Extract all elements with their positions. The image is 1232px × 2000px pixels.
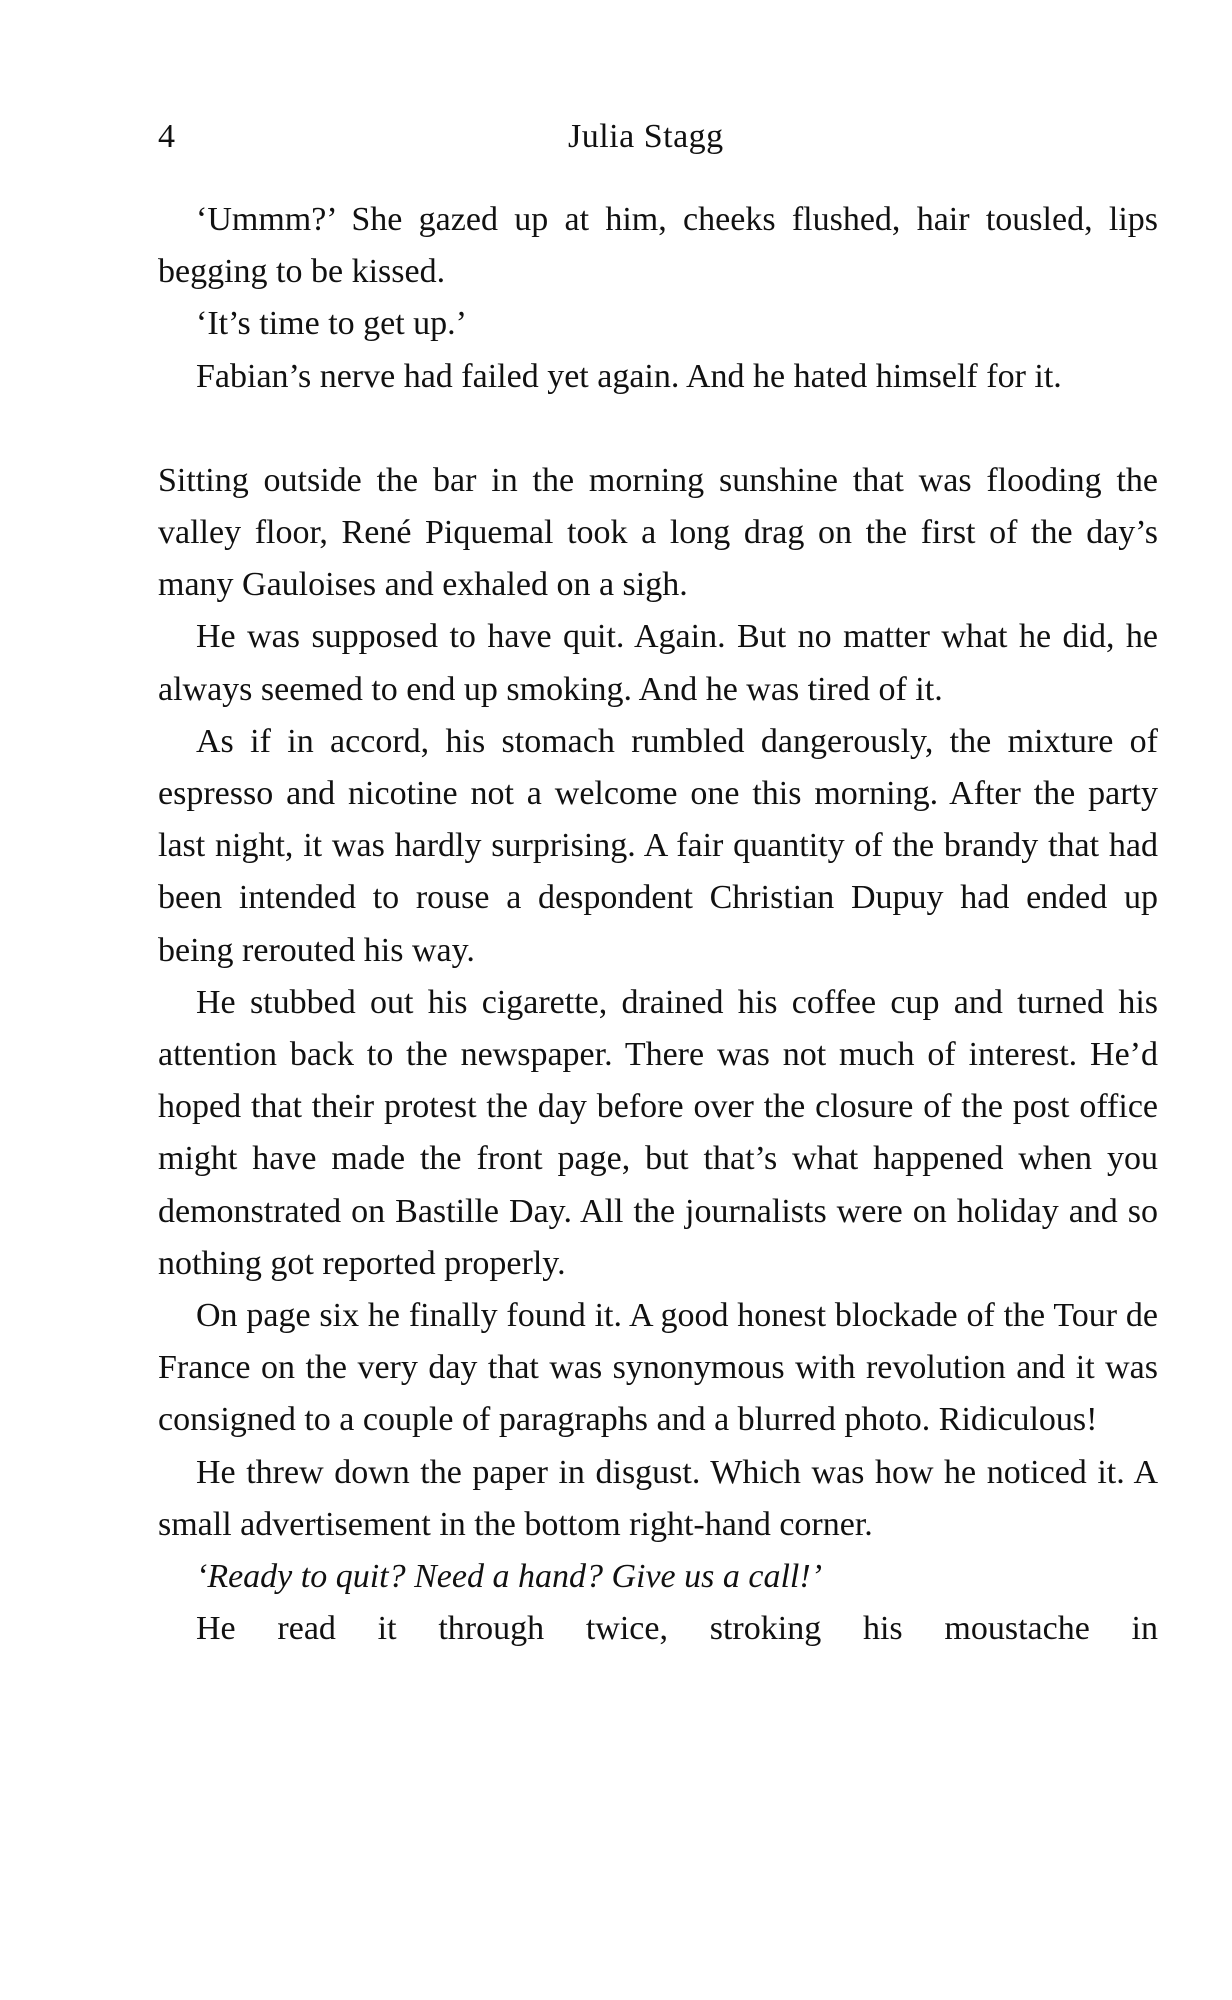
paragraph-threw-paper: He threw down the paper in disgust. Which was how he noticed it. A small advertisement in the bottom right-hand corner. xyxy=(158,1453,1158,1543)
paragraph-dialogue-time-to-get-up: ‘It’s time to get up.’ xyxy=(196,305,468,343)
paragraph-advertisement-quote: ‘Ready to quit? Need a hand? Give us a call!’ xyxy=(196,1558,823,1596)
page-header xyxy=(158,112,1158,162)
paragraph-read-twice: He read it through twice, stroking his moustache in xyxy=(196,1610,1158,1648)
paragraph-fabian-nerve: Fabian’s nerve had failed yet again. And he hated himself for it. xyxy=(196,357,1062,395)
paragraph-stomach-rumbled: As if in accord, his stomach rumbled dangerously, the mixture of espresso and nicotine not a welcome one this morning. After the party last night, it was hardly surprising. A fair quantity of the brandy that had been intended to rouse a despondent Christian Dupuy had ended up being rerouted his way. xyxy=(158,722,1158,969)
body-text xyxy=(158,194,1158,1655)
paragraph-rene-sitting: Sitting outside the bar in the morning sunshine that was flooding the valley floor, René Piquemal took a long drag on the first of the day’s many Gauloises and exhaled on a sigh. xyxy=(158,461,1158,604)
page-number: 4 xyxy=(158,118,175,155)
running-head-author: Julia Stagg xyxy=(568,118,724,155)
paragraph-dialogue-ummm: ‘Ummm?’ She gazed up at him, cheeks flushed, hair tousled, lips begging to be kissed. xyxy=(158,201,1158,291)
paragraph-supposed-to-quit: He was supposed to have quit. Again. But no matter what he did, he always seemed to end up smoking. And he was tired of it. xyxy=(158,618,1158,708)
paragraph-page-six: On page six he finally found it. A good honest blockade of the Tour de France on the very day that was synonymous with revolution and it was consigned to a couple of paragraphs and a blurred photo. Ridiculous! xyxy=(158,1297,1158,1439)
section-break xyxy=(158,403,1158,455)
paragraph-stubbed-cigarette: He stubbed out his cigarette, drained his coffee cup and turned his attention back to the newspaper. There was not much of interest. He’d hoped that their protest the day before over the closure of the post office might have made the front page, but that’s what happened when you demonstrated on Bastille Day. All the journalists were on holiday and so nothing got reported properly. xyxy=(158,983,1158,1282)
